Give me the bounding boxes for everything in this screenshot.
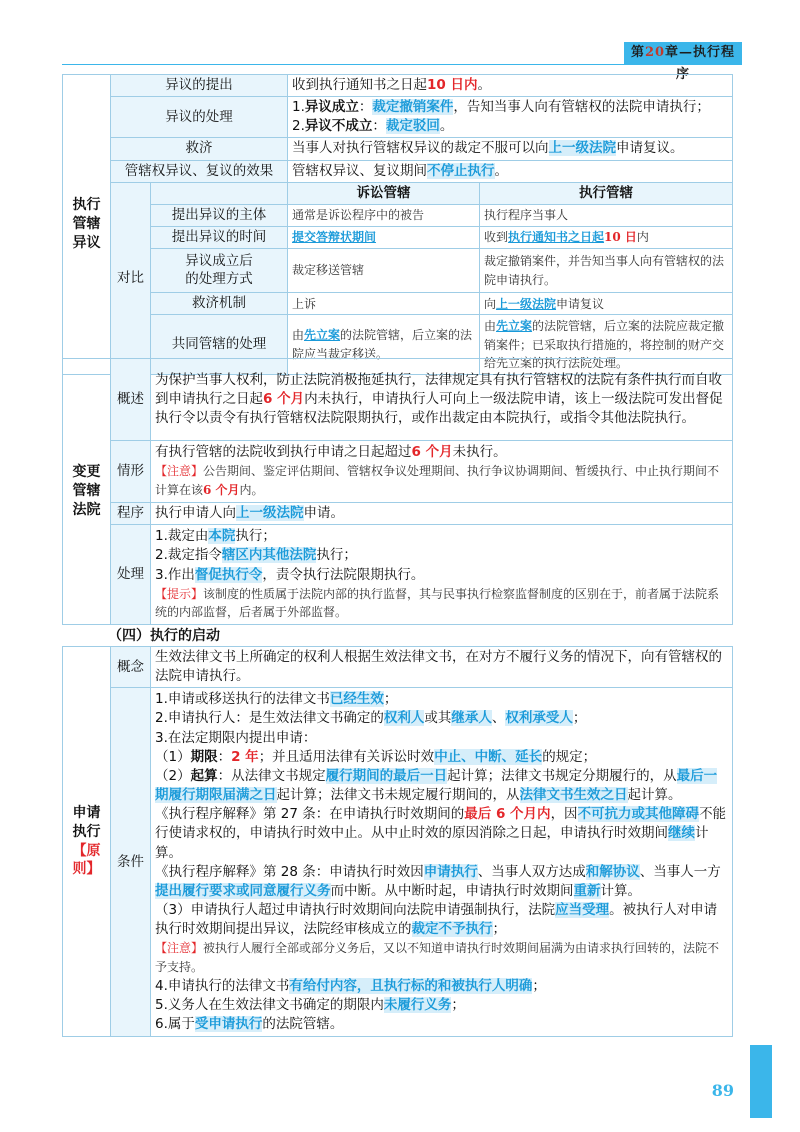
raise-label: 异议的提出: [111, 75, 288, 97]
situation-text: 有执行管辖的法院收到执行申请之日起超过6 个月未执行。 【注意】公告期间、鉴定评估期间、管辖权争议处理期间、执行争议协调期间、暂缓执行、中止执行期间不计算在该6 个月内。: [151, 441, 733, 503]
compare-cell: 由先立案的法院管辖，后立案的法院应裁定撤销案件；已采取执行措施的，将控制的财产交给先立案的执行法院处理。: [480, 315, 733, 375]
effect-label: 管辖权异议、复议的效果: [111, 160, 288, 182]
col-header-execution: 执行管辖: [480, 182, 733, 204]
remedy-text: 当事人对执行管辖权异议的裁定不服可以向上一级法院申请复议。: [288, 138, 733, 160]
effect-text: 管辖权异议、复议期间不停止执行。: [288, 160, 733, 182]
compare-corner: [151, 182, 288, 204]
section-label-jurisdiction-objection: 执行 管辖 异议: [63, 75, 111, 375]
col-header-litigation: 诉讼管辖: [288, 182, 480, 204]
procedure-label: 程序: [111, 503, 151, 525]
handle-text: 1.异议成立：裁定撤销案件，告知当事人向有管辖权的法院申请执行； 2.异议不成立：裁定驳回。: [288, 97, 733, 138]
overview-text: 为保护当事人权利，防止法院消极拖延执行，法律规定具有执行管辖权的法院有条件执行而自收到申请执行之日起6 个月内未执行，申请执行人可向上一级法院申请，该上一级法院可发出督促执行令以责令有执行管辖权法院限期执行，或作出裁定由本院执行，或指令其他法院执行。: [151, 359, 733, 441]
section-heading-start-execution: （四）执行的启动: [108, 628, 220, 644]
compare-cell: 通常是诉讼程序中的被告: [288, 204, 480, 226]
section-label-apply-execution: 申请 执行 【原 则】: [63, 647, 111, 1037]
section-label-change-jurisdiction: 变更 管辖 法院: [63, 359, 111, 625]
compare-row-label: 救济机制: [151, 293, 288, 315]
compare-cell: 上诉: [288, 293, 480, 315]
compare-row-label: 提出异议的时间: [151, 227, 288, 249]
chapter-tag: [624, 42, 742, 82]
compare-label: 对比: [111, 182, 151, 375]
handle-label-2: 处理: [111, 525, 151, 625]
condition-text: 1.申请或移送执行的法律文书已经生效； 2.申请执行人：是生效法律文书确定的权利人或其继承人、权利承受人； 3.在法定期限内提出申请： （1）期限：2 年；并且适用法律有关诉讼时效中止、中断、延长的规定； （2）起算：从法律文书规定履行期间的最后一日起计算；法律文书规定分期履行的，从最后一期履行期限届满之日起计算；法律文书未规定履行期间的，从法律文书生效之日起计算。 《执行程序解释》第 27 条：在申请执行时效期间的最后 6 个月内，因不可抗力或其他障碍不能行使请求权的，申请执行时效中止。从中止时效的原因消除之日起，申请执行时效期间继续计算。 《执行程序解释》第 28 条：申请执行时效因申请执行、当事人双方达成和解协议、当事人一方提出履行要求或同意履行义务而中断。从中断时起，申请执行时效期间重新计算。 （3）申请执行人超过申请执行时效期间向法院申请强制执行，法院应当受理。被执行人对申请执行时效期间提出异议，法院经审核成立的裁定不予执行； 【注意】被执行人履行全部或部分义务后，又以不知道申请执行时效期间届满为由请求执行回转的，法院不予支持。 4.申请执行的法律文书有给付内容，且执行标的和被执行人明确； 5.义务人在生效法律文书确定的期限内未履行义务； 6.属于受申请执行的法院管辖。: [151, 688, 733, 1037]
jurisdiction-objection-table: [62, 74, 733, 375]
page-edge-tab: [750, 1045, 772, 1118]
procedure-text: 执行申请人向上一级法院申请。: [151, 503, 733, 525]
situation-label: 情形: [111, 441, 151, 503]
remedy-label: 救济: [111, 138, 288, 160]
start-execution-table: [62, 646, 733, 1037]
handle-text-2: 1.裁定由本院执行； 2.裁定指令辖区内其他法院执行； 3.作出督促执行令，责令执行法院限期执行。 【提示】该制度的性质属于法院内部的执行监督，其与民事执行检察监督制度的区别在于，前者属于法院系统的内部监督，后者属于外部监督。: [151, 525, 733, 625]
compare-cell: 由先立案的法院管辖，后立案的法院应当裁定移送。: [288, 315, 480, 375]
chapter-number: 20: [644, 45, 666, 60]
top-rule: [62, 64, 742, 65]
page-number: 89: [711, 1081, 734, 1100]
compare-cell: 裁定撤销案件，并告知当事人向有管辖权的法院申请执行。: [480, 249, 733, 293]
chapter-prefix: 第: [630, 45, 645, 60]
concept-text: 生效法律文书上所确定的权利人根据生效法律文书，在对方不履行义务的情况下，向有管辖权的法院申请执行。: [151, 647, 733, 688]
overview-label: 概述: [111, 359, 151, 441]
compare-row-label: 共同管辖的处理: [151, 315, 288, 375]
chapter-title: 章—执行程序: [665, 45, 736, 82]
compare-row-label: 异议成立后 的处理方式: [151, 249, 288, 293]
compare-cell: 向上一级法院申请复议: [480, 293, 733, 315]
change-jurisdiction-table: [62, 358, 733, 625]
concept-label: 概念: [111, 647, 151, 688]
compare-cell: 执行程序当事人: [480, 204, 733, 226]
raise-text: 收到执行通知书之日起10 日内。: [288, 75, 733, 97]
compare-cell: 收到执行通知书之日起10 日内: [480, 227, 733, 249]
handle-label: 异议的处理: [111, 97, 288, 138]
compare-cell: 裁定移送管辖: [288, 249, 480, 293]
compare-row-label: 提出异议的主体: [151, 204, 288, 226]
compare-cell: 提交答辩状期间: [288, 227, 480, 249]
condition-label: 条件: [111, 688, 151, 1037]
